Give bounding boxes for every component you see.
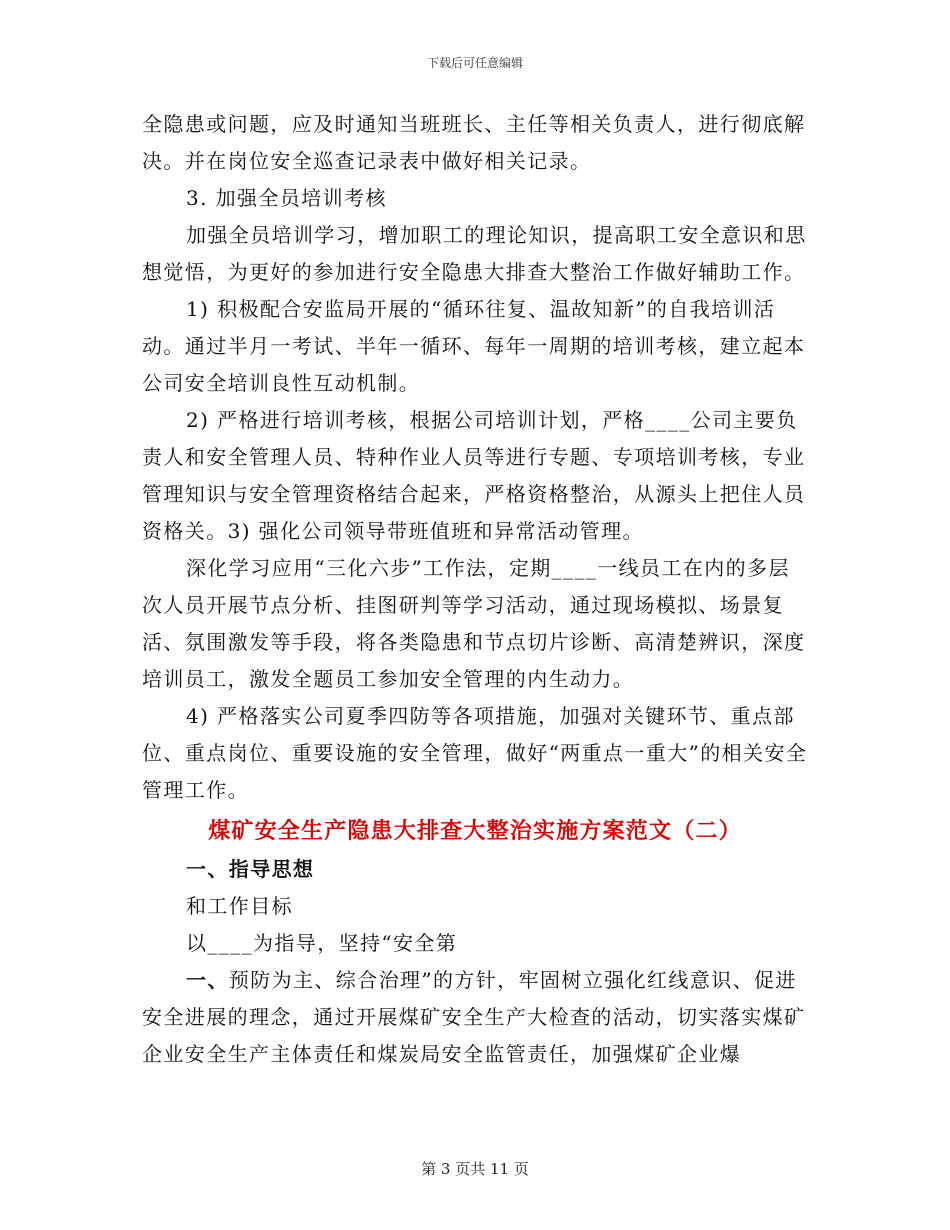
document-body bbox=[142, 106, 808, 1073]
subheading: 3. 加强全员培训考核 bbox=[186, 186, 387, 210]
section-title: 煤矿安全生产隐患大排查大整治实施方案范文（二） bbox=[208, 818, 742, 844]
paragraph: 深化学习应用“三化六步”工作法，定期____一线员工在内的多层次人员开展节点分析、挂图研判等学习活动，通过现场模拟、场景复活、氛围激发等手段，将各类隐患和节点切片诊断、高清楚辨识，深度培训员工，激发全题员工参加安全管理的内生动力。 bbox=[142, 556, 806, 691]
paragraph-text: 预防为主、综合治理”的方针，牢固树立强化红线意识、促进安全进展的理念，通过开展煤矿安全生产大检查的活动，切实落实煤矿企业安全生产主体责任和煤炭局安全监管责任，加强煤矿企业爆 bbox=[142, 968, 806, 1066]
paragraph: 加强全员培训学习，增加职工的理论知识，提高职工安全意识和思想觉悟，为更好的参加进行安全隐患大排查大整治工作做好辅助工作。 bbox=[142, 223, 807, 284]
list-item: 4) 严格落实公司夏季四防等各项措施，加强对关键环节、重点部位、重点岗位、重要设施的安全管理，做好“两重点一重大”的相关安全管理工作。 bbox=[142, 704, 808, 802]
page-footer: 第 3 页共 11 页 bbox=[421, 1160, 529, 1178]
paragraph-lead: 一、 bbox=[186, 968, 229, 992]
paragraph: 全隐患或问题，应及时通知当班班长、主任等相关负责人，进行彻底解决。并在岗位安全巡查记录表中做好相关记录。 bbox=[142, 112, 806, 173]
list-item: 1) 积极配合安监局开展的“循环往复、温故知新”的自我培训活动。通过半月一考试、半年一循环、每年一周期的培训考核，建立起本公司安全培训良性互动机制。 bbox=[142, 297, 806, 395]
paragraph: 和工作目标 bbox=[186, 894, 293, 918]
page-header: 下载后可任意编辑 bbox=[426, 56, 523, 70]
section-heading: 一、指导思想 bbox=[186, 857, 315, 881]
paragraph: 以____为指导，坚持“安全第 bbox=[186, 931, 458, 955]
list-item: 2) 严格进行培训考核，根据公司培训计划，严格____公司主要负责人和安全管理人员、特种作业人员等进行专题、专项培训考核，专业管理知识与安全管理资格结合起来，严格资格整治，从源头上把住人员资格关。3) 强化公司领导带班值班和异常活动管理。 bbox=[142, 408, 806, 543]
paragraph bbox=[142, 962, 808, 1073]
